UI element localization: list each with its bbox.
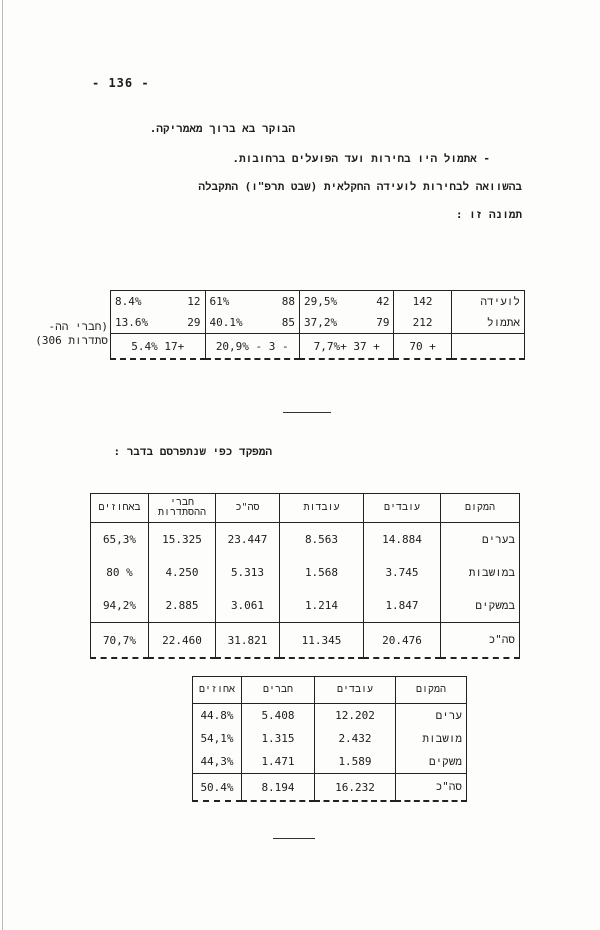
- table-cell: 3.745: [364, 556, 441, 589]
- table-cell: 1.214: [280, 589, 364, 623]
- table-cell: 8.4%: [115, 295, 142, 308]
- row-label: סה"כ: [441, 623, 520, 659]
- column-header: סה"כ: [216, 494, 280, 523]
- table-cell: 3.061: [216, 589, 280, 623]
- column-header: המקום: [441, 494, 520, 523]
- table-cell: 50.4%: [193, 774, 242, 802]
- table-cell: 4.250: [149, 556, 216, 589]
- page-number: - 136 -: [92, 76, 150, 90]
- table-cell: 5.408: [242, 704, 315, 728]
- table-cell: 5.4% 17+: [111, 334, 206, 360]
- table-row: [193, 704, 467, 728]
- heading-line-2: - אתמול היו בחירות ועד הפועלים ברחובות.: [232, 152, 490, 165]
- row-label: סה"כ: [396, 774, 467, 802]
- table-cell: 1.568: [280, 556, 364, 589]
- table-cell: 20.476: [364, 623, 441, 659]
- row-label: במושבות: [441, 556, 520, 589]
- row-label: משקים: [396, 750, 467, 774]
- table-cell: 29,5%: [303, 295, 338, 308]
- column-header: אחוזים: [193, 677, 242, 704]
- table-cell: 2.885: [149, 589, 216, 623]
- column-header: חברי ההסתדרות: [149, 494, 216, 523]
- table-cell: 88: [281, 295, 295, 308]
- table-cell: 80 %: [91, 556, 149, 589]
- end-divider: [273, 838, 315, 839]
- table-cell: 79: [376, 316, 390, 329]
- table-cell: 61%: [209, 295, 230, 308]
- table-cell: 1.589: [315, 750, 396, 774]
- table-cell: 12: [187, 295, 201, 308]
- table-cell: 2.432: [315, 727, 396, 750]
- table-row: [193, 727, 467, 750]
- row-label: אתמול: [451, 312, 524, 334]
- table-cell: 65,3%: [91, 523, 149, 557]
- table-cell: 40.1%: [209, 316, 243, 329]
- table-cell: 37,2%: [303, 316, 338, 329]
- table-cell: 1.315: [242, 727, 315, 750]
- table-row: [91, 556, 520, 589]
- table-cell: 15.325: [149, 523, 216, 557]
- table-cell: 42: [376, 295, 390, 308]
- table-cell: 1.471: [242, 750, 315, 774]
- column-header: המקום: [396, 677, 467, 704]
- table-header-row: [193, 677, 467, 704]
- side-note: (חברי הה- סתדרות 306): [35, 320, 108, 347]
- table-cell: 70 +: [394, 334, 451, 360]
- table-cell: 94,2%: [91, 589, 149, 623]
- table-cell: 5.313: [216, 556, 280, 589]
- table-sum-row: [91, 623, 520, 659]
- table-sum-row: [193, 774, 467, 802]
- subheading: המפקד כפי שנתפרסם בדבר :: [113, 445, 272, 458]
- row-label: במשקים: [441, 589, 520, 623]
- table-cell: 85: [281, 316, 295, 329]
- table-row: [91, 523, 520, 557]
- table-cell: 11.345: [280, 623, 364, 659]
- table-row: [91, 589, 520, 623]
- table-cell: 44,3%: [193, 750, 242, 774]
- table-cell: 12.202: [315, 704, 396, 728]
- column-header: באחוזים: [91, 494, 149, 523]
- row-label: בערים: [441, 523, 520, 557]
- column-header: עובדים: [315, 677, 396, 704]
- table-cell: 23.447: [216, 523, 280, 557]
- table-cell: 22.460: [149, 623, 216, 659]
- table-cell: 142: [394, 291, 451, 313]
- row-label: ערים: [396, 704, 467, 728]
- heading-line-3: בהשוואה לבחירות לועידה החקלאית (שבט תרפ"ו) התקבלה: [198, 180, 522, 193]
- table-row: [193, 750, 467, 774]
- heading-line-1: הבוקר בא ברוך מאמריקה.: [149, 122, 295, 135]
- members-table: [192, 676, 467, 802]
- census-table: [90, 493, 520, 659]
- table-cell: 13.6%: [115, 316, 149, 329]
- table-row: [111, 312, 525, 334]
- table-cell: 44.8%: [193, 704, 242, 728]
- table-row: [111, 291, 525, 313]
- table-cell: 20,9% - 3 -: [205, 334, 299, 360]
- page-edge: [2, 0, 3, 930]
- table-cell: 70,7%: [91, 623, 149, 659]
- table-cell: 8.563: [280, 523, 364, 557]
- table-cell: 8.194: [242, 774, 315, 802]
- table-header-row: [91, 494, 520, 523]
- table-cell: 14.884: [364, 523, 441, 557]
- table-cell: 212: [394, 312, 451, 334]
- column-header: עובדים: [364, 494, 441, 523]
- table-cell: 1.847: [364, 589, 441, 623]
- table-cell: 16.232: [315, 774, 396, 802]
- column-header: חברים: [242, 677, 315, 704]
- table-cell: 29: [187, 316, 201, 329]
- section-divider: [283, 412, 331, 413]
- column-header: עובדות: [280, 494, 364, 523]
- table-cell: 7,7%+ 37 +: [299, 334, 393, 360]
- table-cell: 31.821: [216, 623, 280, 659]
- election-comparison-table: [110, 290, 525, 360]
- table-cell: 54,1%: [193, 727, 242, 750]
- row-label: מושבות: [396, 727, 467, 750]
- row-label: לועידה: [451, 291, 524, 313]
- table-sum-row: [111, 334, 525, 360]
- heading-line-4: תמונה זו :: [455, 208, 522, 221]
